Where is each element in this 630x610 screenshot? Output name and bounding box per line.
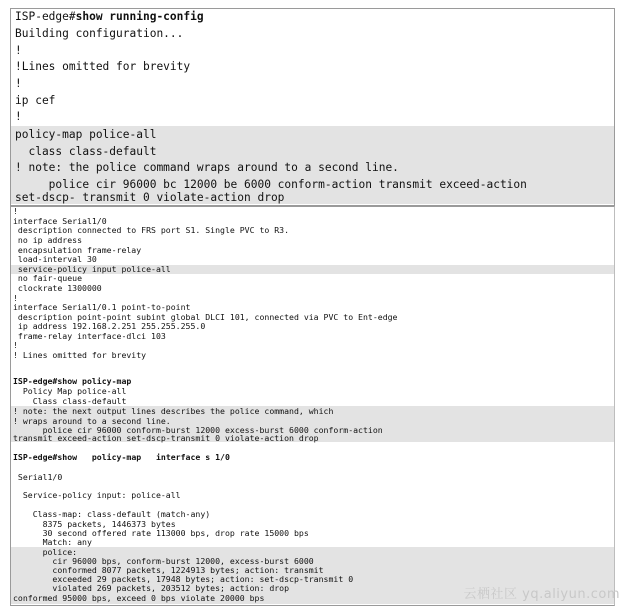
terminal-line: set-dscp- transmit 0 violate-action drop: [15, 191, 285, 204]
terminal-line: 30 second offered rate 113000 bps, drop rate 15000 bps: [13, 528, 309, 538]
terminal-line: ip address 192.168.2.251 255.255.255.0: [13, 321, 206, 331]
terminal-line: violated 269 packets, 203512 bytes; action: drop: [13, 583, 290, 593]
watermark: 云栖社区 yq.aliyun.com: [463, 587, 620, 602]
terminal-line: ISP-edge#show running-config: [15, 10, 204, 23]
terminal-line: cir 96000 bps, conform-burst 12000, excess-burst 6000: [13, 556, 314, 566]
terminal-line: no fair-queue: [13, 273, 83, 283]
terminal-line: no ip address: [13, 235, 83, 245]
terminal-line: Building configuration...: [15, 27, 184, 40]
terminal-line: exceeded 29 packets, 17948 bytes; action: set-dscp-transmit 0: [13, 574, 354, 584]
terminal-line: !: [13, 206, 18, 216]
terminal-line: Policy Map police-all: [13, 386, 127, 396]
terminal-line: !: [15, 77, 22, 90]
terminal-line: !Lines omitted for brevity: [15, 60, 191, 73]
terminal-line: Class class-default: [13, 396, 127, 406]
terminal-line: !: [13, 293, 18, 303]
terminal-line: Class-map: class-default (match-any): [13, 509, 211, 519]
terminal-line: class class-default: [15, 145, 157, 158]
terminal-line: policy-map police-all: [15, 128, 157, 141]
terminal-line: conformed 8077 packets, 1224913 bytes; action: transmit: [13, 565, 324, 575]
terminal-line: !: [15, 110, 22, 123]
terminal-line: police cir 96000 bc 12000 be 6000 conform-action transmit exceed-action: [15, 178, 527, 191]
terminal-line: interface Serial1/0: [13, 216, 107, 226]
terminal-line: ! note: the next output lines describes the police command, which: [13, 406, 334, 416]
terminal-line: encapsulation frame-relay: [13, 245, 142, 255]
terminal-line: ! Lines omitted for brevity: [13, 350, 147, 360]
config-panel-1: [10, 8, 615, 206]
terminal-line: Service-policy input: police-all: [13, 490, 181, 500]
terminal-line: ! note: the police command wraps around to a second line.: [15, 161, 399, 174]
terminal-line: !: [13, 340, 18, 350]
terminal-line: Serial1/0: [13, 472, 63, 482]
terminal-line: police:: [13, 547, 78, 557]
terminal-line: frame-relay interface-dlci 103: [13, 331, 166, 341]
terminal-line: load-interval 30: [13, 254, 97, 264]
terminal-line: description connected to FRS port S1. Single PVC to R3.: [13, 225, 290, 235]
terminal-line: 8375 packets, 1446373 bytes: [13, 519, 176, 529]
terminal-line: transmit exceed-action set-dscp-transmit 0 violate-action drop: [13, 433, 319, 443]
terminal-line: conformed 95000 bps, exceed 0 bps violate 20000 bps: [13, 593, 265, 603]
terminal-line: interface Serial1/0.1 point-to-point: [13, 302, 191, 312]
terminal-line: clockrate 1300000: [13, 283, 102, 293]
config-panel-2: [10, 206, 615, 606]
terminal-line: ISP-edge#show policy-map: [13, 376, 132, 386]
terminal-line: service-policy input police-all: [13, 264, 171, 274]
terminal-line: ip cef: [15, 94, 56, 107]
terminal-line: police cir 96000 conform-burst 12000 excess-burst 6000 conform-action: [13, 425, 383, 435]
terminal-line: ! wraps around to a second line.: [13, 416, 171, 426]
terminal-line: description point-point subint global DLCI 101, connected via PVC to Ent-edge: [13, 312, 398, 322]
terminal-line: ISP-edge#show policy-map interface s 1/0: [13, 452, 230, 462]
terminal-line: !: [15, 44, 22, 57]
terminal-line: Match: any: [13, 537, 92, 547]
